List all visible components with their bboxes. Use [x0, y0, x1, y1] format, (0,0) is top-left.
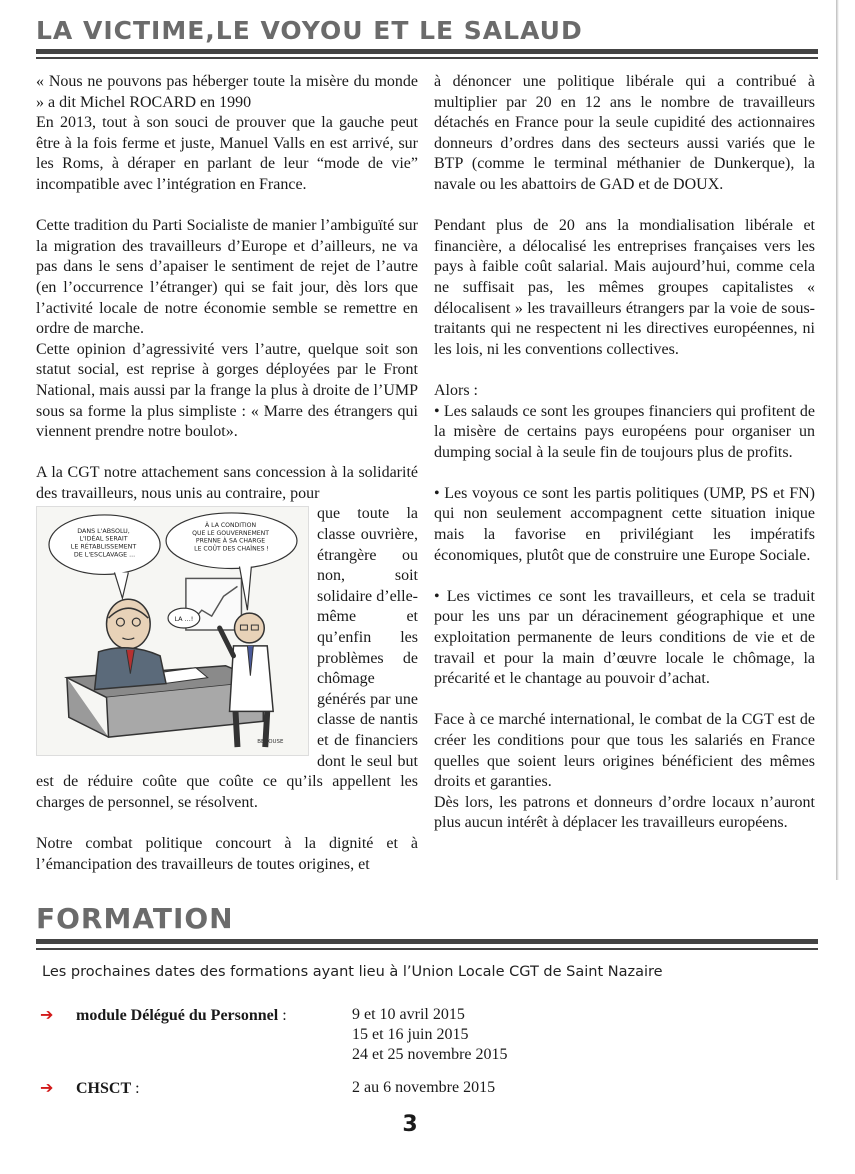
page-number: 3: [402, 1112, 418, 1137]
paragraph: Cette opinion d’agressivité vers l’autre, quelque soit son statut social, est reprise à gorges déployées par le Front National, mais aussi par la frange la plus à droite de l’UMP sous sa forme la plus simpliste : « Marre des étrangers qui viennent prendre notre boulot».: [36, 340, 418, 441]
cartoon-illustration: [36, 506, 309, 756]
module-suffix: :: [278, 1007, 287, 1024]
paragraph: à dénoncer une politique libérale qui a contribué à multiplier par 20 en 12 ans le nombre de travailleurs détachés en France pour la seule cupidité des actionnaires donneurs d’ordres dans des secteurs aussi variés que le BTP (comme le terminal méthanier de Dunkerque), la navale ou les abattoirs de GAD et de DOUX.: [434, 73, 815, 193]
svg-text:DANS L'ABSOLU, L'IDÉAL: DANS L'ABSOLU, L'IDÉAL SERAIT LE RÉTABLISSEMENT DE L'ESCLAVAGE ...: [70, 528, 137, 560]
cartoon-figure: [36, 506, 309, 758]
paragraph: En 2013, tout à son souci de prouver que la gauche peut être à la fois ferme et juste, Manuel Valls en est arrivé, sur les Roms, à déraper en parlant de leur “mode de vie” incompatible avec l’intégration en France.: [36, 114, 418, 193]
adviser-head: [235, 614, 265, 644]
article-title: LA VICTIME,LE VOYOU ET LE SALAUD: [36, 16, 583, 45]
module-chsct: [40, 1078, 140, 1099]
boss-head: [107, 600, 151, 650]
article-column-right: [434, 72, 815, 834]
module-name: module Délégué du Personnel: [76, 1007, 279, 1024]
module-date: 2 au 6 novembre 2015: [352, 1079, 496, 1096]
formation-title: FORMATION: [36, 902, 234, 935]
arrow-right-icon: ➔: [40, 1005, 54, 1024]
module-date: 24 et 25 novembre 2015: [352, 1046, 508, 1063]
title-rule-thick: [36, 49, 818, 54]
paragraph: que toute la classe ouvrière, étrangère ou non, soit solidaire d’elle-même et qu’enfin les problèmes de chômage générés par une classe de nantis et de financiers dont le seul but est de réduire coûte que coûte ce qu’ils appellent les charges de personnel, se résolvent.: [36, 505, 418, 811]
svg-text:LA ...!: LA ...!: [174, 615, 194, 624]
svg-text:À LA CONDITION QUE LE: À LA CONDITION QUE LE GOUVERNEMENT PRENNE À SA CHARGE LE COÛT DES CHAÎNES !: [192, 522, 269, 554]
paragraph: Alors :: [434, 381, 478, 399]
title-rule-thin: [36, 57, 818, 59]
module-name: CHSCT: [76, 1080, 132, 1097]
paragraph: Pendant plus de 20 ans la mondialisation libérale et financière, a délocalisé les entreprises françaises vers les pays à faible coût salarial. Mais aujourd’hui, comme cela ne suffisait pas, les mêmes groupes capitalistes « délocalisent » les travailleurs étrangers par la voie de sous-traitants qui ne respectent ni les directives européennes, ni les lois, ni les conventions collectives.: [434, 217, 815, 358]
paragraph: A la CGT notre attachement sans concession à la solidarité des travailleurs, nous unis au contraire, pour: [36, 464, 418, 502]
module-suffix: :: [131, 1080, 140, 1097]
paragraph: Dès lors, les patrons et donneurs d’ordre locaux n’auront plus aucun intérêt à déplacer les travailleurs européens.: [434, 793, 815, 832]
formation-rule-thick: [36, 939, 818, 944]
article-column-left: [36, 72, 418, 875]
paragraph: Cette tradition du Parti Socialiste de manier l’ambiguïté sur la migration des travailleurs d’Europe et d’ailleurs, ne va pas dans le sens d’apaiser le sentiment de rejet de l’autre (en l’occurrence l’étranger) qui se fait jour, dès lors que l’activité locale de notre économie semble se remettre en ordre de marche.: [36, 217, 418, 338]
bullet-salauds: • Les salauds ce sont les groupes financiers qui profitent de la misère de certains pays européens pour organiser un dumping social à la seule fin de toujours plus de profits.: [434, 402, 815, 461]
paragraph: Face à ce marché international, le combat de la CGT est de créer les conditions pour que tous les salariés en France quelles que soient leurs origines bénéficient des mêmes droits et garanties.: [434, 711, 815, 791]
bullet-voyous: • Les voyous ce sont les partis politiques (UMP, PS et FN) qui non seulement accompagnent cette situation inique mais la favorise en privilégiant les impératifs économiques, plutôt que de construire une Europe Sociale.: [434, 484, 815, 564]
module-dates: [352, 1078, 495, 1098]
bullet-victimes: • Les victimes ce sont les travailleurs, et cela se traduit pour les uns par un déracinement géographique et une exploitation permanente de leurs conditions de vie et de travail et pour la main d’œuvre locale le chômage, la précarité et le chantage au pouvoir d’achat.: [434, 587, 815, 688]
paragraph: Notre combat politique concourt à la dignité et à l’émancipation des travailleurs de toutes origines, et: [36, 834, 418, 873]
formation-rule-thin: [36, 948, 818, 950]
arrow-right-icon: ➔: [40, 1078, 54, 1097]
paragraph: « Nous ne pouvons pas héberger toute la misère du monde » a dit Michel ROCARD en 1990: [36, 73, 418, 111]
module-dates: [352, 1005, 508, 1065]
cartoon-signature: BEROUSE: [257, 739, 284, 746]
module-delegue-personnel: [40, 1005, 287, 1026]
module-date: 15 et 16 juin 2015: [352, 1026, 469, 1043]
page-edge-shadow: [836, 0, 839, 880]
formation-intro: Les prochaines dates des formations ayant lieu à l’Union Locale CGT de Saint Nazaire: [42, 964, 663, 980]
module-date: 9 et 10 avril 2015: [352, 1006, 465, 1023]
